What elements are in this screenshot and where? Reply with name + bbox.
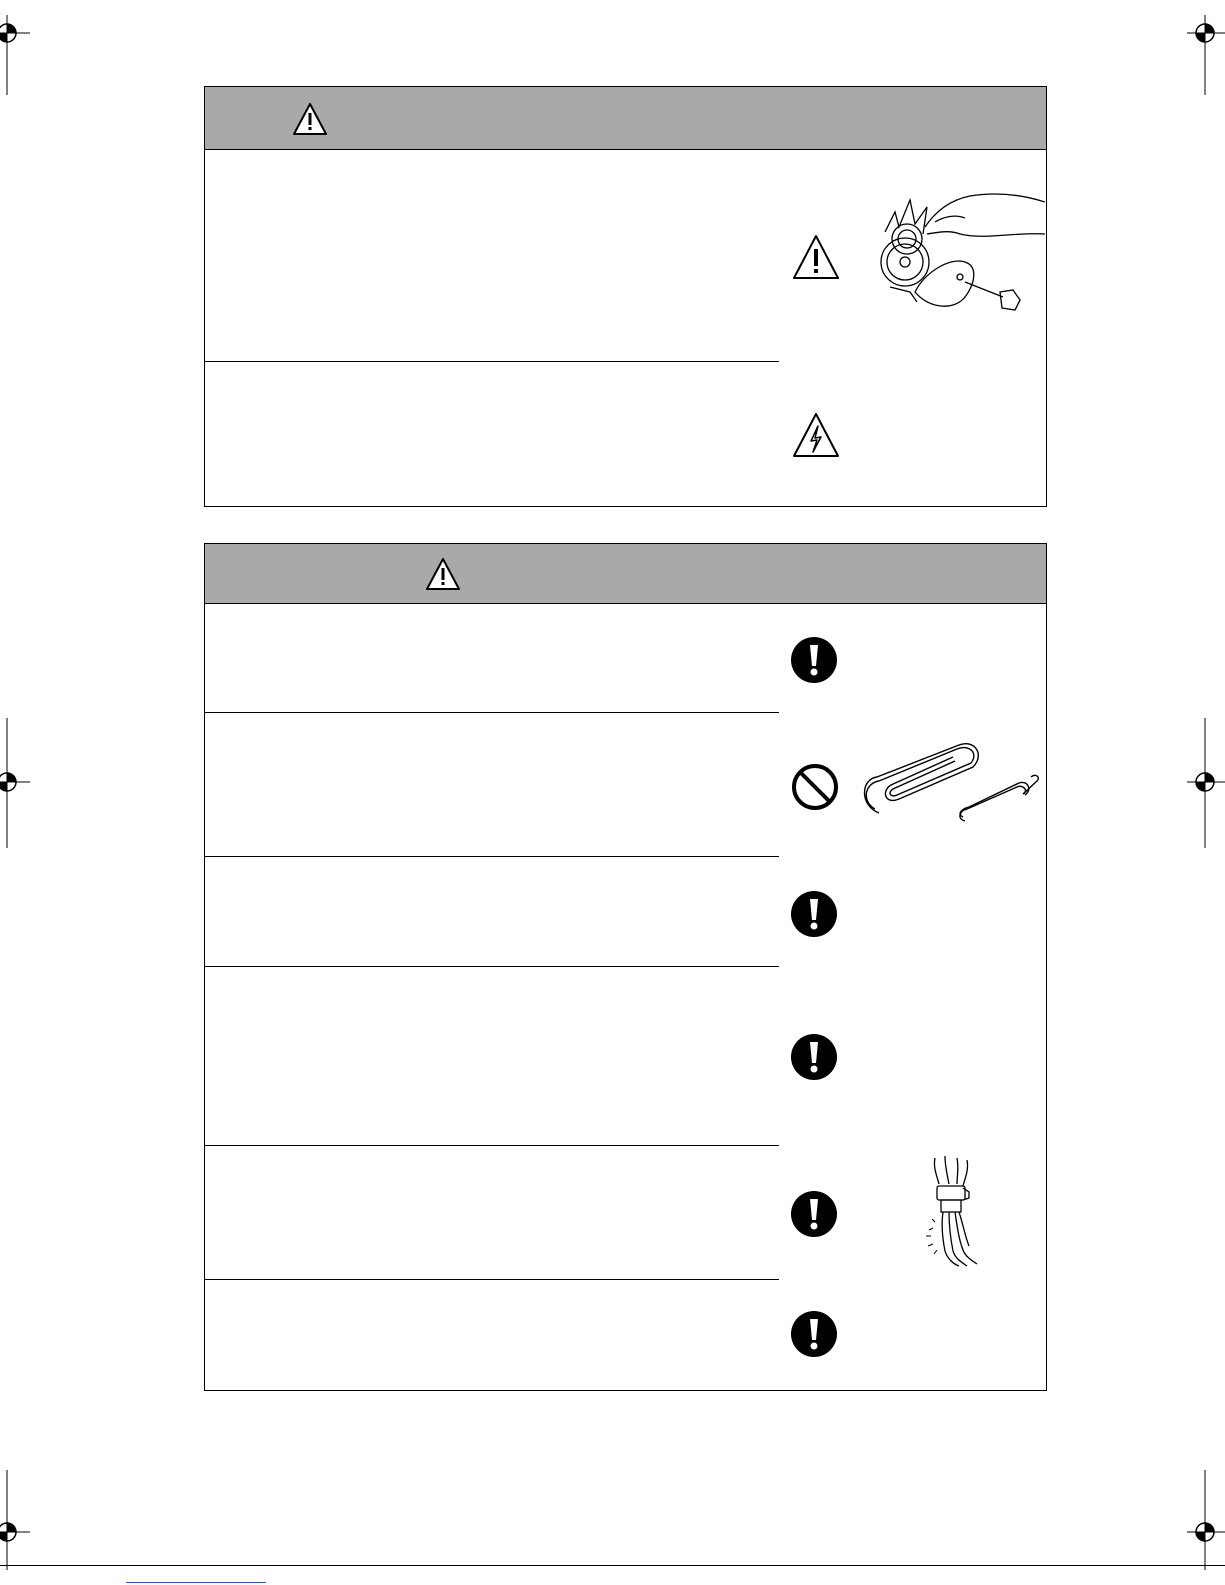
connector-cable-illustration [923,1156,983,1271]
registration-mark-bottom-left [0,1470,40,1570]
warning-triangle-icon [425,557,461,591]
prohibition-icon [790,762,840,812]
caution-panel [204,543,1047,1391]
warning-triangle-icon [791,233,841,281]
mandatory-exclamation-icon [790,1310,838,1358]
section-divider [205,361,779,362]
caution-panel-header [205,544,1046,604]
mandatory-exclamation-icon [790,636,838,684]
section-divider [205,1145,779,1146]
section-divider [205,966,779,967]
section-divider [205,1279,779,1280]
registration-mark-top-left [0,15,40,95]
mandatory-exclamation-icon [790,1033,838,1081]
section-divider [205,856,779,857]
gear-hand-illustration [855,192,1045,327]
registration-mark-middle-left [0,718,40,848]
registration-mark-bottom-right [1185,1470,1225,1570]
page-bottom-rule [0,1565,1225,1566]
link-underline [126,1582,266,1583]
mandatory-exclamation-icon [790,890,838,938]
warning-panel [204,86,1047,507]
section-divider [205,712,779,713]
warning-panel-header [205,87,1046,150]
registration-mark-top-right [1185,15,1225,95]
registration-mark-middle-right [1185,718,1225,848]
paper-clip-illustration [857,739,1042,829]
warning-triangle-icon [292,102,328,136]
mandatory-exclamation-icon [790,1190,838,1238]
electric-shock-icon [791,411,841,459]
